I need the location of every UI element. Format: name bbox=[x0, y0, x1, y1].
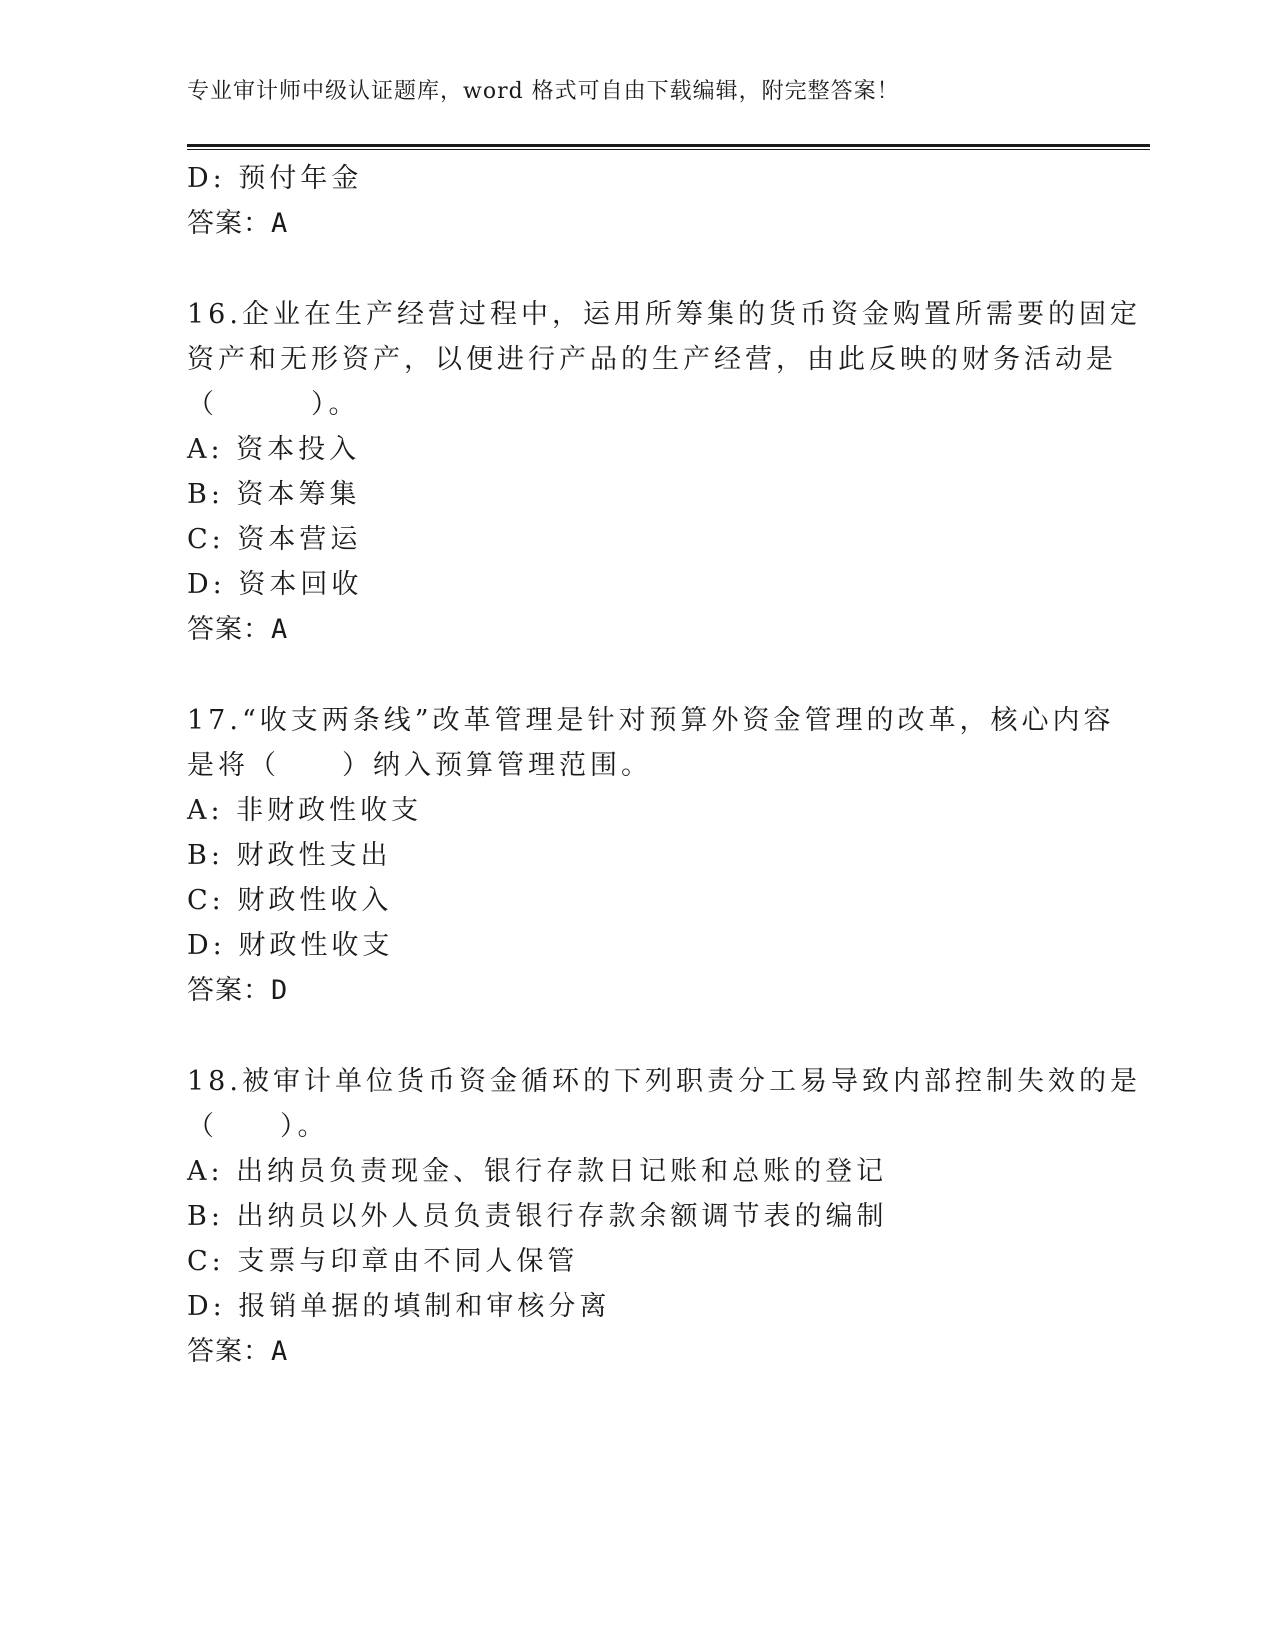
answer-value: A bbox=[271, 1336, 289, 1367]
answer-value: A bbox=[271, 208, 289, 239]
question-16 bbox=[187, 292, 1141, 652]
question-stem-line: （ ）。 bbox=[187, 389, 360, 420]
spacer bbox=[187, 246, 1087, 292]
answer bbox=[187, 201, 1087, 246]
question-stem-line: 16.企业在生产经营过程中，运用所筹集的货币资金购置所需要的固定 bbox=[187, 299, 1141, 330]
spacer bbox=[187, 652, 1087, 698]
option-a: A: 非财政性收支 bbox=[187, 795, 423, 826]
answer-value: D bbox=[271, 975, 289, 1006]
question-stem-line: 18.被审计单位货币资金循环的下列职责分工易导致内部控制失效的是 bbox=[187, 1066, 1141, 1097]
option-d: D: 资本回收 bbox=[187, 569, 363, 600]
previous-question-tail bbox=[187, 156, 1087, 246]
option-b: B: 财政性支出 bbox=[187, 840, 392, 871]
option-d: D: 报销单据的填制和审核分离 bbox=[187, 1291, 611, 1322]
option-c: C: 资本营运 bbox=[187, 524, 362, 555]
option-d: D: 预付年金 bbox=[187, 163, 363, 194]
question-stem-line: （ ）。 bbox=[187, 1111, 329, 1142]
question-stem-line: 是将（ ）纳入预算管理范围。 bbox=[187, 750, 652, 781]
question-18 bbox=[187, 1059, 1141, 1374]
header-divider bbox=[187, 144, 1150, 150]
option-c: C: 财政性收入 bbox=[187, 885, 393, 916]
answer-label: 答案： bbox=[187, 975, 271, 1006]
question-17 bbox=[187, 698, 1115, 1013]
spacer bbox=[187, 1013, 1087, 1059]
answer bbox=[187, 1329, 1087, 1374]
question-stem-line: 17.“收支两条线”改革管理是针对预算外资金管理的改革，核心内容 bbox=[187, 705, 1115, 736]
option-b: B: 资本筹集 bbox=[187, 479, 361, 510]
answer-value: A bbox=[271, 614, 289, 645]
answer-label: 答案： bbox=[187, 1336, 271, 1367]
answer-label: 答案： bbox=[187, 614, 271, 645]
option-d: D: 财政性收支 bbox=[187, 930, 394, 961]
option-a: A: 出纳员负责现金、银行存款日记账和总账的登记 bbox=[187, 1156, 888, 1187]
page-header: 专业审计师中级认证题库，word 格式可自由下载编辑，附完整答案！ bbox=[187, 79, 900, 104]
option-b: B: 出纳员以外人员负责银行存款余额调节表的编制 bbox=[187, 1201, 888, 1232]
question-stem-line: 资产和无形资产，以便进行产品的生产经营，由此反映的财务活动是 bbox=[187, 344, 1117, 375]
answer-label: 答案： bbox=[187, 208, 271, 239]
option-a: A: 资本投入 bbox=[187, 434, 361, 465]
answer bbox=[187, 607, 1087, 652]
answer bbox=[187, 968, 1087, 1013]
document-body bbox=[187, 156, 1141, 1374]
option-c: C: 支票与印章由不同人保管 bbox=[187, 1246, 579, 1277]
